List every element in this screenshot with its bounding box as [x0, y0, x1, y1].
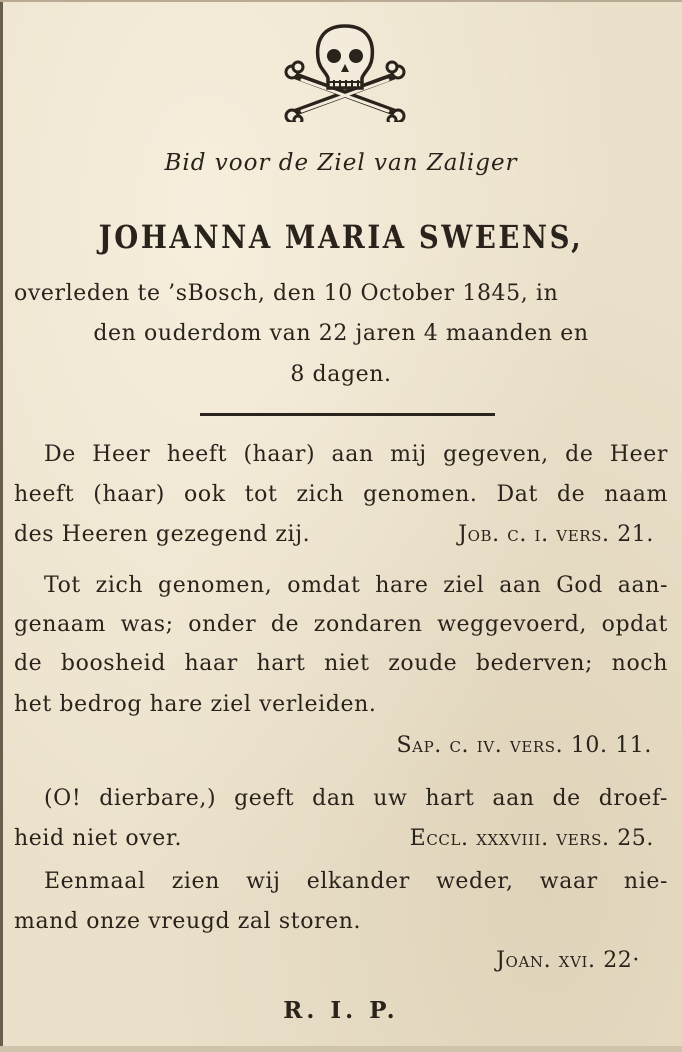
rip-closing: R. I. P.: [283, 997, 399, 1024]
bottom-border: [0, 1046, 682, 1052]
verse-2-line-4: het bedrog hare ziel verleiden.: [14, 692, 377, 717]
verse-4-line-2: mand onze vreugd zal storen.: [14, 909, 362, 934]
top-border: [0, 0, 682, 2]
verse-2-reference: Sap. c. iv. vers. 10. 11.: [396, 733, 652, 758]
verse-1-line-1: De Heer heeft (haar) aan mij gegeven, de Heer: [44, 442, 668, 467]
verse-1-line-2: heeft (haar) ook tot zich genomen. Dat de naam: [14, 482, 668, 507]
divider-rule: [200, 413, 495, 416]
verse-3-reference: Eccl. xxxviii. vers. 25.: [409, 826, 654, 851]
death-notice-line-2: den ouderdom van 22 jaren 4 maanden en: [93, 321, 589, 346]
verse-3-line-1: (O! dierbare,) geeft dan uw hart aan de droef-: [44, 786, 668, 811]
skull-and-crossbones-icon: [280, 22, 410, 122]
verse-1-reference: Job. c. i. vers. 21.: [458, 522, 654, 547]
deceased-name: JOHANNA MARIA SWEENS,: [98, 218, 584, 256]
death-notice-line-3: 8 dagen.: [290, 362, 392, 387]
verse-4-line-1: Eenmaal zien wij elkander weder, waar nie-: [44, 869, 668, 894]
verse-4-reference: Joan. xvi. 22·: [496, 948, 640, 973]
verse-2-line-3: de boosheid haar hart niet zoude bederven; noch: [14, 651, 668, 676]
invocation-heading: Bid voor de Ziel van Zaliger: [164, 150, 518, 176]
verse-2-line-2: genaam was; onder de zondaren weggevoerd, opdat: [14, 612, 668, 637]
verse-2-line-1: Tot zich genomen, omdat hare ziel aan God aan-: [44, 573, 668, 598]
verse-1-line-3: [14, 522, 654, 547]
verse-3-line-2: [14, 826, 654, 851]
verse-3-text: heid niet over.: [14, 826, 183, 851]
death-notice-line-1: overleden te ’sBosch, den 10 October 1845, in: [14, 281, 559, 306]
verse-1-text: des Heeren gezegend zij.: [14, 522, 311, 547]
